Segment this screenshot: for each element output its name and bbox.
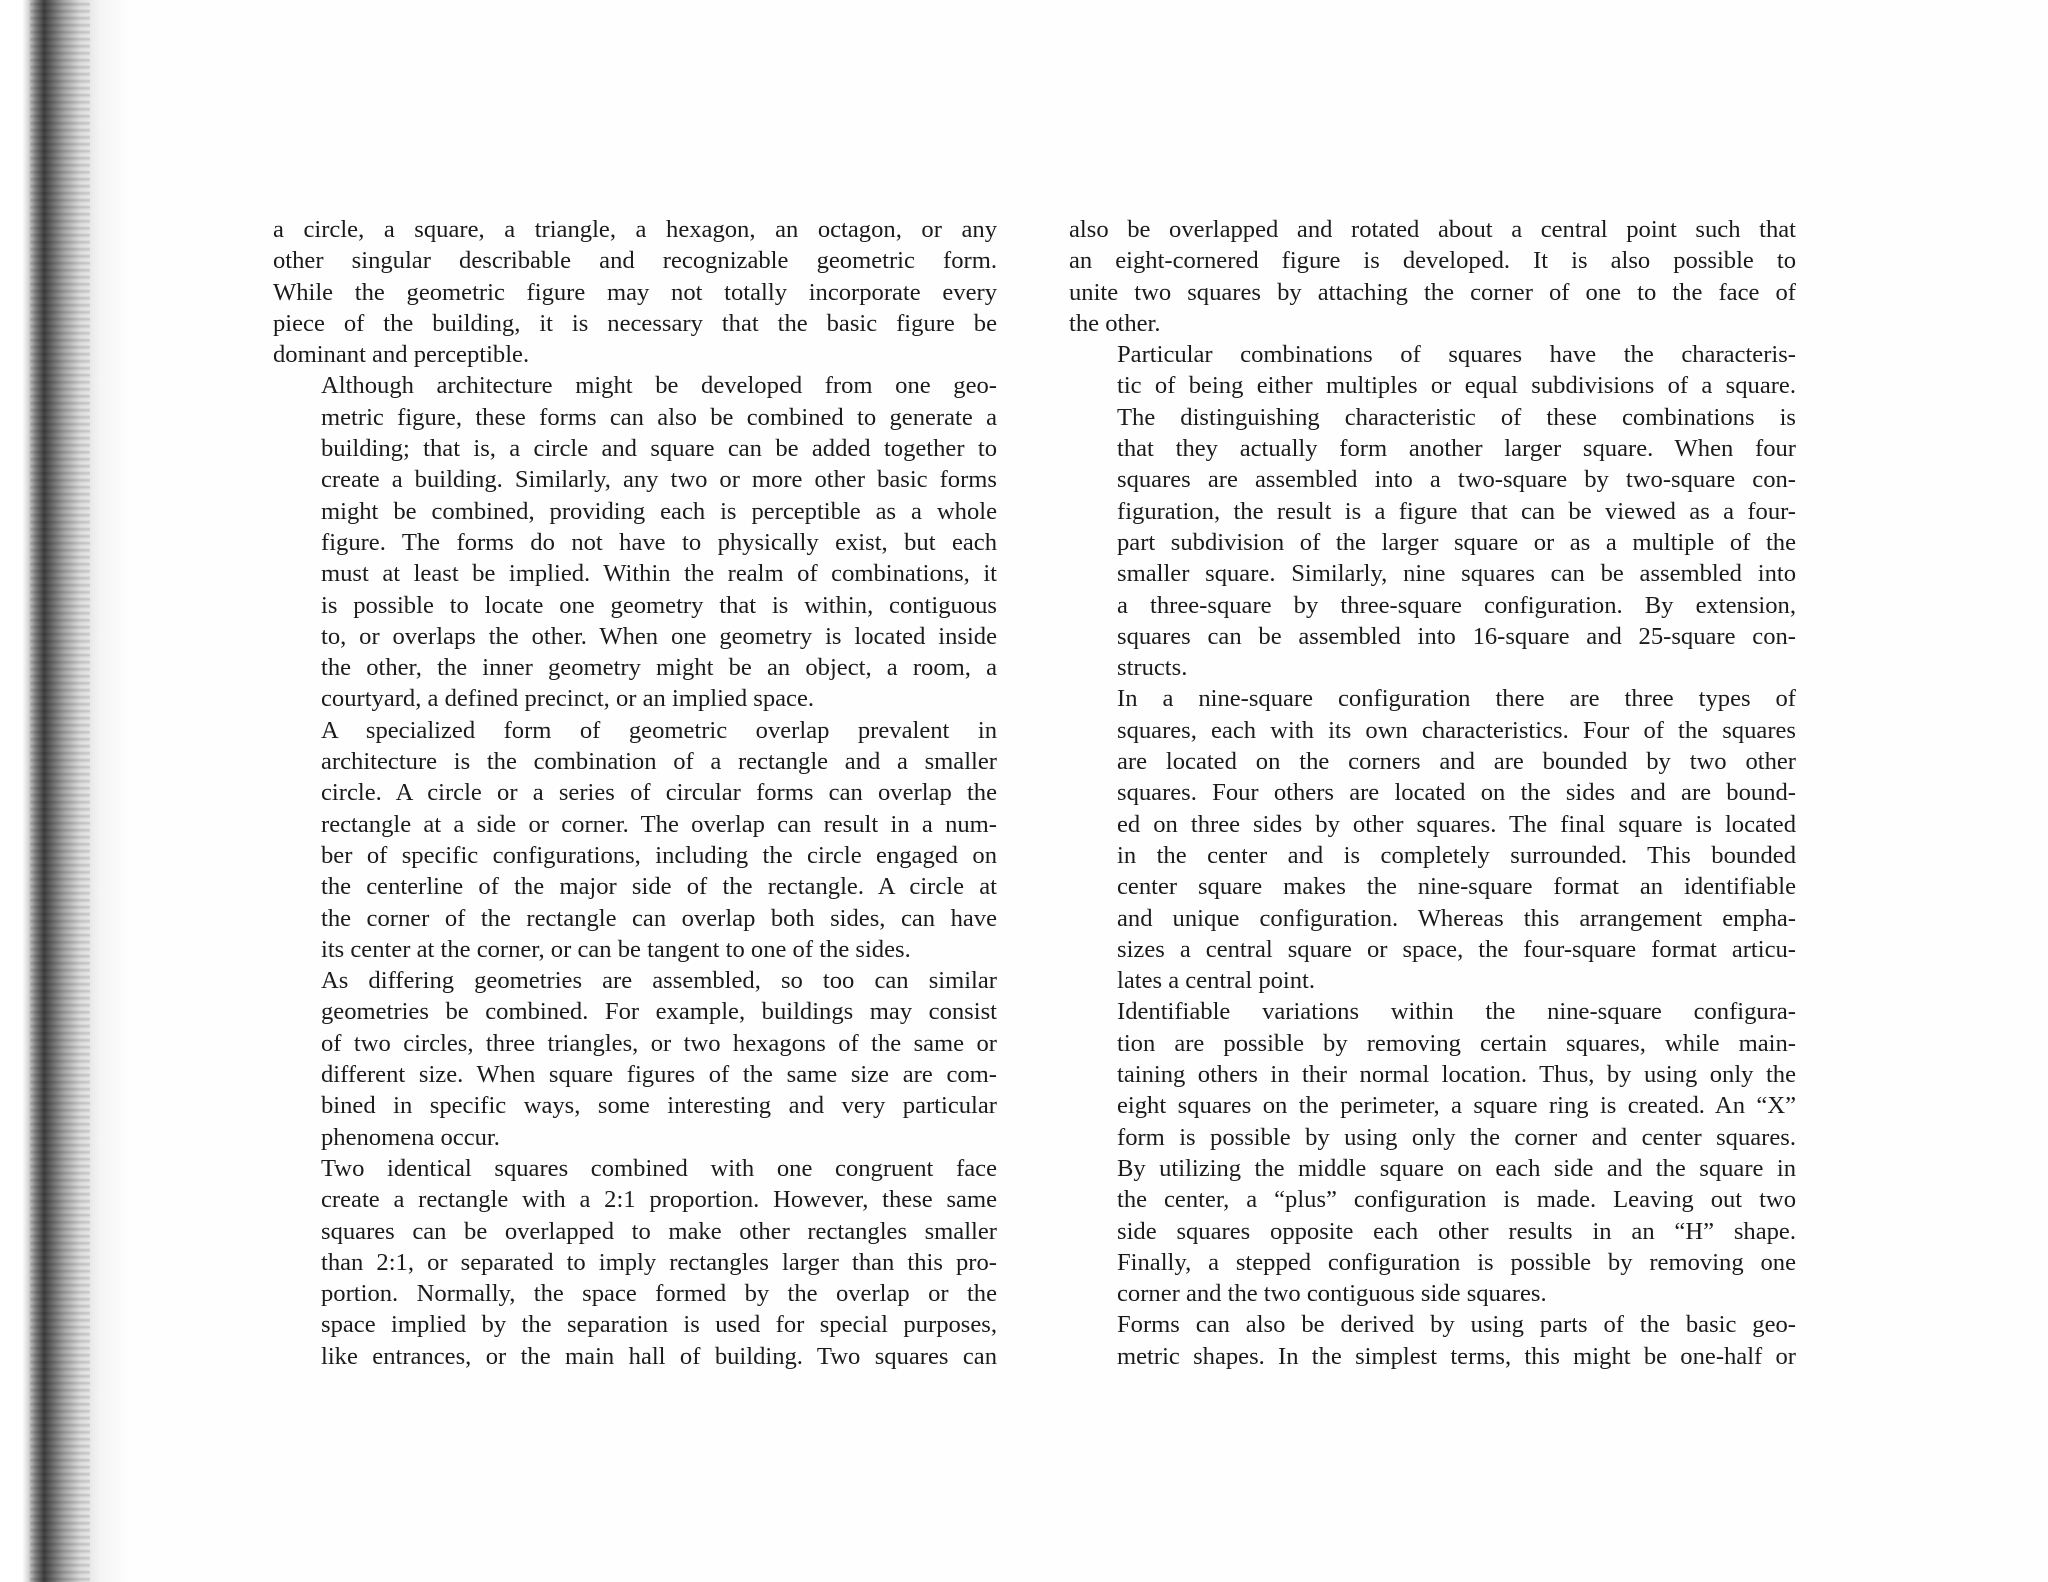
text-line: A specialized form of geometric overlap prevalent in [321, 716, 997, 744]
text-line: and unique configuration. Whereas this arrangement empha- [1117, 904, 1796, 932]
text-line: is possible to locate one geometry that is within, contiguous [321, 591, 997, 619]
paragraph [1069, 339, 1796, 683]
text-line: lates a central point. [1117, 967, 1316, 995]
text-line: metric figure, these forms can also be combined to generate a [321, 403, 997, 431]
text-line: ed on three sides by other squares. The final square is located [1117, 810, 1796, 838]
text-line: a three-square by three-square configuration. By extension, [1117, 591, 1796, 619]
paragraph [1069, 683, 1796, 996]
text-line: architecture is the combination of a rectangle and a smaller [321, 748, 997, 776]
text-line: the center, a “plus” configuration is made. Leaving out two [1117, 1186, 1796, 1214]
paragraph [273, 965, 997, 1153]
text-line: corner and the two contiguous side squares. [1117, 1280, 1547, 1308]
text-line: space implied by the separation is used for special purposes, [321, 1311, 997, 1339]
text-line: structs. [1117, 654, 1188, 682]
text-line: its center at the corner, or can be tangent to one of the sides. [321, 935, 911, 963]
text-line: eight squares on the perimeter, a square ring is created. An “X” [1117, 1092, 1796, 1120]
text-line: squares can be overlapped to make other rectangles smaller [321, 1217, 997, 1245]
text-line: of two circles, three triangles, or two hexagons of the same or [321, 1029, 997, 1057]
text-line: the other, the inner geometry might be an object, a room, a [321, 654, 997, 682]
text-line: bined in specific ways, some interesting and very particular [321, 1092, 997, 1120]
text-line: squares, each with its own characteristics. Four of the squares [1117, 716, 1796, 744]
text-line: courtyard, a defined precinct, or an implied space. [321, 685, 815, 713]
text-line: figure. The forms do not have to physically exist, but each [321, 528, 997, 556]
text-line: in the center and is completely surrounded. This bounded [1117, 841, 1796, 869]
text-line: Two identical squares combined with one congruent face [321, 1154, 997, 1182]
text-line: In a nine-square configuration there are three types of [1117, 685, 1796, 713]
text-line: the centerline of the major side of the rectangle. A circle at [321, 873, 997, 901]
text-line: center square makes the nine-square format an identifiable [1117, 873, 1796, 901]
text-line: a circle, a square, a triangle, a hexagon, an octagon, or any [273, 216, 997, 243]
paragraph [273, 1153, 997, 1372]
text-line: tion are possible by removing certain squares, while main- [1117, 1029, 1796, 1057]
paragraph [273, 214, 997, 370]
text-line: Although architecture might be developed from one geo- [321, 372, 997, 400]
text-line: squares are assembled into a two-square by two-square con- [1117, 466, 1796, 494]
text-line: ber of specific configurations, including the circle engaged on [321, 841, 997, 869]
text-line: sizes a central square or space, the four-square format articu- [1117, 935, 1796, 963]
text-line: circle. A circle or a series of circular forms can overlap the [321, 779, 997, 807]
paragraph [1069, 1309, 1796, 1372]
text-line: geometries be combined. For example, buildings may consist [321, 998, 997, 1026]
paragraph [273, 715, 997, 965]
text-line: smaller square. Similarly, nine squares can be assembled into [1117, 560, 1796, 588]
text-line: create a building. Similarly, any two or more other basic forms [321, 466, 997, 494]
text-line: side squares opposite each other results in an “H” shape. [1117, 1217, 1796, 1245]
text-line: By utilizing the middle square on each side and the square in [1117, 1154, 1796, 1182]
text-line: dominant and perceptible. [273, 341, 530, 369]
text-line: different size. When square figures of the same size are com- [321, 1061, 997, 1089]
text-line: piece of the building, it is necessary that the basic figure be [273, 309, 997, 337]
text-line: metric shapes. In the simplest terms, this might be one-half or [1117, 1342, 1796, 1370]
text-line: tic of being either multiples or equal subdivisions of a square. [1117, 372, 1796, 400]
text-line: While the geometric figure may not totally incorporate every [273, 278, 997, 306]
text-line: Finally, a stepped configuration is possible by removing one [1117, 1248, 1796, 1276]
text-line: rectangle at a side or corner. The overlap can result in a num- [321, 810, 997, 838]
paragraph [1069, 214, 1796, 339]
text-line: create a rectangle with a 2:1 proportion. However, these same [321, 1186, 997, 1214]
text-line: the other. [1069, 309, 1161, 337]
text-line: Identifiable variations within the nine-square configura- [1117, 998, 1796, 1026]
text-line: that they actually form another larger square. When four [1117, 435, 1796, 463]
text-line: might be combined, providing each is perceptible as a whole [321, 497, 997, 525]
text-line: taining others in their normal location. Thus, by using only the [1117, 1061, 1796, 1089]
text-line: to, or overlaps the other. When one geometry is located inside [321, 622, 997, 650]
text-line: The distinguishing characteristic of these combinations is [1117, 403, 1796, 431]
text-line: form is possible by using only the corner and center squares. [1117, 1123, 1796, 1151]
text-line: squares. Four others are located on the sides and are bound- [1117, 779, 1796, 807]
text-line: unite two squares by attaching the corner of one to the face of [1069, 278, 1796, 306]
right-text-column [1069, 214, 1796, 1372]
left-text-column [273, 214, 997, 1372]
text-line: an eight-cornered figure is developed. It is also possible to [1069, 247, 1796, 275]
text-line: portion. Normally, the space formed by the overlap or the [321, 1280, 997, 1308]
scan-noise [30, 0, 90, 1582]
text-line: Particular combinations of squares have the characteris- [1117, 341, 1796, 369]
text-line: phenomena occur. [321, 1123, 500, 1151]
text-line: than 2:1, or separated to imply rectangles larger than this pro- [321, 1248, 997, 1276]
text-line: other singular describable and recognizable geometric form. [273, 247, 997, 275]
text-line: As differing geometries are assembled, so too can similar [321, 967, 997, 995]
text-line: like entrances, or the main hall of building. Two squares can [321, 1342, 997, 1370]
paragraph [1069, 996, 1796, 1309]
text-line: Forms can also be derived by using parts of the basic geo- [1117, 1311, 1796, 1339]
text-line: building; that is, a circle and square can be added together to [321, 435, 997, 463]
text-line: figuration, the result is a figure that can be viewed as a four- [1117, 497, 1796, 525]
text-line: the corner of the rectangle can overlap both sides, can have [321, 904, 997, 932]
text-line: part subdivision of the larger square or as a multiple of the [1117, 528, 1796, 556]
text-line: squares can be assembled into 16-square and 25-square con- [1117, 622, 1796, 650]
text-line: also be overlapped and rotated about a central point such that [1069, 216, 1796, 243]
text-line: are located on the corners and are bounded by two other [1117, 748, 1796, 776]
text-line: must at least be implied. Within the realm of combinations, it [321, 560, 997, 588]
paragraph [273, 370, 997, 714]
